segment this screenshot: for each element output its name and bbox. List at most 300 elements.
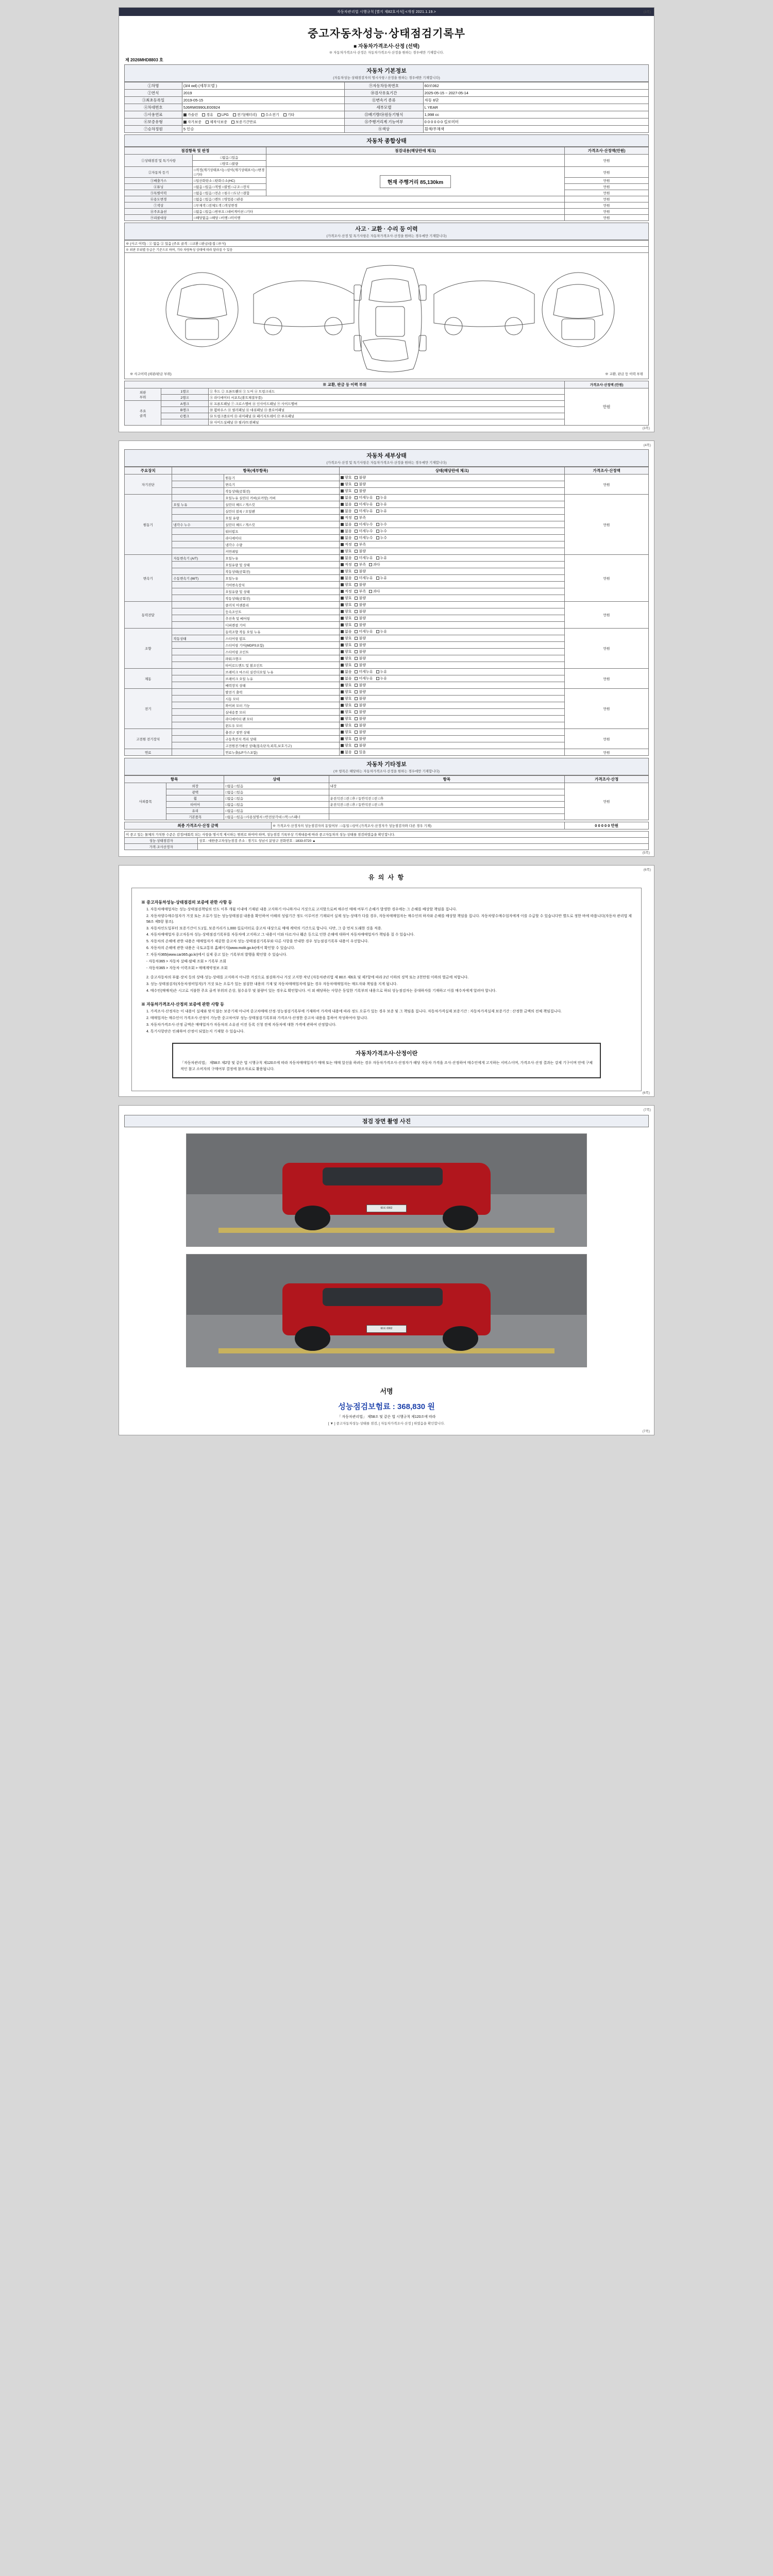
basic-value-carname: (3/4 wd) (세부모델 ) [182, 82, 344, 90]
others-state-4[interactable]: □없음 □있음 [224, 808, 329, 814]
others-table [124, 775, 649, 820]
detail-subgroup-1-5 [172, 528, 224, 535]
checkbox-icon[interactable] [355, 543, 358, 546]
detail-checkbox-label: 양호 [344, 684, 352, 687]
checkbox-icon[interactable] [355, 690, 358, 693]
basic-value-displacement: 1,998 cc [423, 111, 648, 118]
detail-item-4-0: 동력조향 작동 오일 누유 [224, 629, 340, 635]
detail-price-5: 만원 [565, 669, 649, 689]
detail-checkbox-label: 누유 [380, 503, 388, 506]
checkbox-icon[interactable] [355, 516, 358, 519]
checkbox-icon[interactable] [355, 677, 358, 680]
checkbox-icon[interactable] [341, 516, 344, 519]
warranty-option-expired[interactable]: 보증기간만료 [231, 120, 257, 125]
detail-checkbox-2-6-0[interactable] [341, 596, 352, 601]
checkbox-icon[interactable] [376, 510, 379, 513]
overall-price-4: 만원 [565, 184, 649, 190]
checkbox-icon[interactable] [341, 496, 344, 499]
checkbox-icon[interactable] [341, 563, 344, 566]
detail-checkbox-3-1-1[interactable] [355, 609, 366, 614]
detail-checkbox-2-3-0[interactable] [341, 575, 352, 581]
grade-desc-1: ⑤ 라디에이터 서포트(볼트체결부품) [208, 395, 565, 401]
table-row [125, 495, 649, 501]
detail-checkbox-2-4-1[interactable] [355, 582, 366, 587]
detail-checkbox-1-1-1[interactable] [355, 502, 373, 507]
detail-item-3-0: 클러치 어셈블리 [224, 602, 340, 608]
checkbox-icon[interactable] [355, 684, 358, 687]
checkbox-icon[interactable] [376, 556, 379, 560]
photo-lift [219, 1228, 554, 1233]
basic-label-color: ⑧색상 [345, 126, 424, 133]
checkbox-icon[interactable] [376, 677, 379, 680]
detail-checkbox-label: 있음 [359, 751, 366, 754]
others-item2-0: 내장 [329, 783, 565, 789]
detail-subgroup-2-1 [172, 562, 224, 568]
detail-checkbox-5-0-2[interactable] [376, 669, 388, 674]
detail-checkbox-label: 미세누유 [359, 677, 373, 681]
checkbox-icon[interactable] [341, 503, 344, 506]
section-accident-note: (가격조사·산정 및 특기사항은 자동차가격조사·산정을 원하는 경우에만 기재합니다) [326, 234, 447, 238]
detail-item-2-0: 오일누유 [224, 555, 340, 562]
warranty-option-maker[interactable]: 제작사보증 [206, 120, 227, 125]
checkbox-icon[interactable] [341, 476, 344, 479]
checkbox-icon[interactable] [341, 483, 344, 486]
detail-checkbox-2-0-1[interactable] [355, 555, 373, 561]
detail-checkbox-label: 과다 [373, 590, 380, 594]
checkbox-icon[interactable] [341, 724, 344, 727]
detail-checkbox-label: 부족 [359, 516, 366, 520]
detail-checkbox-2-6-1[interactable] [355, 596, 366, 601]
checkbox-icon[interactable] [355, 610, 358, 613]
detail-checkbox-1-8-1[interactable] [355, 549, 366, 554]
checkbox-icon[interactable] [355, 664, 358, 667]
detail-checkbox-6-2-1[interactable] [355, 703, 366, 708]
detail-checkbox-label: 불량 [359, 623, 366, 627]
detail-checkbox-0-0-0[interactable] [341, 475, 352, 480]
detail-checkbox-3-3-0[interactable] [341, 622, 352, 628]
checkbox-icon[interactable] [341, 650, 344, 653]
detail-col-group: 주요장치 [125, 467, 172, 474]
detail-checkbox-7-2-0[interactable] [341, 743, 352, 748]
detail-checkbox-label: 미세누유 [359, 630, 373, 634]
table-row [125, 669, 649, 675]
checkbox-icon[interactable] [341, 630, 344, 633]
checkbox-icon[interactable] [341, 744, 344, 747]
checkbox-icon[interactable] [341, 617, 344, 620]
detail-checkbox-label: 없음 [344, 670, 352, 674]
detail-checkbox-2-1-2[interactable] [369, 562, 380, 567]
notice-paragraph-4: 5. 자동차의 손해에 관한 내용은 매매업자가 제공한 중고차 성능·상태점검기록부와 다른 사항을 안내한 경우 성능점검기록부 내용이 우선합니다. [146, 940, 369, 944]
checkbox-icon[interactable] [355, 536, 358, 539]
notice-paragraph-3: 4. 자동차매매업자 중고자동차 성능·상태점검기록부를 자동차에 고지하고 그 내용이 이와 다르거나 훼손 등으로 인한 손해에 대하여 자동차매매업자가 책임을 질 수 있습니다. [146, 933, 415, 937]
detail-checkbox-2-2-1[interactable] [355, 569, 366, 574]
detail-checkbox-1-1-0[interactable] [341, 502, 352, 507]
others-state-1[interactable]: □없음 □있음 [224, 789, 329, 795]
checkbox-icon[interactable] [355, 577, 358, 580]
detail-checkbox-1-3-1[interactable] [355, 515, 366, 520]
checkbox-icon[interactable] [341, 717, 344, 720]
detail-item-1-3: 오일 유량 [224, 515, 340, 521]
checkbox-icon[interactable] [376, 530, 379, 533]
detail-checkbox-4-2-1[interactable] [355, 642, 366, 648]
fuel-option-hydrogen[interactable]: 수소전기 [261, 112, 279, 117]
checkbox-icon[interactable] [355, 563, 358, 566]
detail-checkbox-5-2-1[interactable] [355, 683, 366, 688]
detail-checkbox-label: 없음 [344, 523, 352, 527]
checkbox-icon[interactable] [341, 556, 344, 560]
detail-checkbox-label: 양호 [344, 664, 352, 667]
detail-checkbox-4-0-2[interactable] [376, 629, 388, 634]
checkbox-icon[interactable] [355, 523, 358, 526]
checkbox-icon[interactable] [355, 657, 358, 660]
checkbox-icon[interactable] [341, 684, 344, 687]
checkbox-icon[interactable] [376, 630, 379, 633]
detail-checkbox-1-8-0[interactable] [341, 549, 352, 554]
detail-checkbox-3-2-1[interactable] [355, 616, 366, 621]
detail-subgroup-6-2 [172, 702, 224, 709]
detail-checkbox-2-0-2[interactable] [376, 555, 388, 561]
detail-checkbox-1-3-0[interactable] [341, 515, 352, 520]
checkbox-icon[interactable] [355, 744, 358, 747]
checkbox-icon[interactable] [355, 650, 358, 653]
checkbox-icon[interactable] [341, 550, 344, 553]
detail-checkbox-2-4-0[interactable] [341, 582, 352, 587]
page2-corner-label: (4쪽) [643, 444, 651, 447]
detail-checkbox-2-1-0[interactable] [341, 562, 352, 567]
checkbox-icon[interactable] [341, 657, 344, 660]
detail-checkbox-3-0-0[interactable] [341, 602, 352, 607]
checkbox-icon[interactable] [355, 630, 358, 633]
detail-item-7-2: 고전원전기배선 상태(접속단자,피복,보호기구) [224, 742, 340, 749]
table-row [125, 104, 649, 111]
detail-checkbox-8-0-1[interactable] [355, 750, 366, 755]
checkbox-icon[interactable] [355, 724, 358, 727]
detail-checkbox-3-3-1[interactable] [355, 622, 366, 628]
others-state-3[interactable]: □없음 □있음 [224, 802, 329, 808]
checkbox-icon[interactable] [341, 536, 344, 539]
checkbox-icon[interactable] [355, 623, 358, 626]
checkbox-icon[interactable] [369, 563, 372, 566]
detail-checkbox-5-2-0[interactable] [341, 683, 352, 688]
detail-checkbox-2-5-2[interactable] [369, 589, 380, 594]
checkbox-icon[interactable] [341, 731, 344, 734]
checkbox-icon[interactable] [355, 637, 358, 640]
detail-checkbox-0-2-1[interactable] [355, 488, 366, 494]
detail-checkbox-0-1-1[interactable] [355, 482, 366, 487]
checkbox-icon[interactable] [341, 530, 344, 533]
checkbox-icon[interactable] [341, 704, 344, 707]
detail-checkbox-2-3-2[interactable] [376, 575, 388, 581]
checkbox-icon[interactable] [355, 503, 358, 506]
checkbox-icon[interactable] [376, 577, 379, 580]
section-photos-title: 점검 장면 촬영 사진 [362, 1118, 411, 1125]
checkbox-icon[interactable] [355, 603, 358, 606]
others-state-0[interactable]: □없음 □있음 [224, 783, 329, 789]
detail-checkbox-1-4-1[interactable] [355, 522, 373, 527]
detail-state-4-1 [339, 635, 564, 642]
others-state-5[interactable]: □없음 □있음 □사용설명서 □안전삼각대 □잭 □스패너 [224, 814, 329, 820]
detail-checkbox-2-5-1[interactable] [355, 589, 366, 594]
detail-checkbox-5-1-2[interactable] [376, 676, 388, 681]
overall-price-7: 만원 [565, 202, 649, 209]
checkbox-icon[interactable] [341, 737, 344, 740]
detail-checkbox-6-5-0[interactable] [341, 723, 352, 728]
checkbox-icon[interactable] [341, 697, 344, 700]
detail-checkbox-4-3-1[interactable] [355, 649, 366, 654]
detail-checkbox-4-0-1[interactable] [355, 629, 373, 634]
detail-price-6: 만원 [565, 689, 649, 729]
detail-checkbox-label: 불량 [359, 717, 366, 721]
checkbox-icon[interactable] [341, 570, 344, 573]
overall-detail-0b: □양호 □불량 [193, 161, 266, 167]
checkbox-icon[interactable] [341, 489, 344, 493]
car-diagram-svg [125, 253, 649, 378]
checkbox-icon[interactable] [341, 510, 344, 513]
detail-checkbox-0-2-0[interactable] [341, 488, 352, 494]
detail-checkbox-label: 양호 [344, 697, 352, 701]
fuel-option-gasoline[interactable]: 가솔린 [183, 112, 198, 117]
detail-checkbox-0-1-0[interactable] [341, 482, 352, 487]
checkbox-icon[interactable] [355, 590, 358, 593]
detail-checkbox-6-0-1[interactable] [355, 689, 366, 694]
detail-checkbox-6-4-1[interactable] [355, 716, 366, 721]
detail-subgroup-0-0 [172, 474, 224, 481]
others-col-item: 항목 [125, 776, 224, 783]
detail-checkbox-label: 양호 [344, 570, 352, 573]
table-header-row [125, 147, 649, 155]
checkbox-icon[interactable] [341, 623, 344, 626]
checkbox-icon[interactable] [355, 643, 358, 647]
checkbox-icon[interactable] [355, 704, 358, 707]
detail-checkbox-4-1-0[interactable] [341, 636, 352, 641]
fuel-option-lpg[interactable]: LPG [217, 113, 229, 117]
checkbox-icon[interactable] [341, 583, 344, 586]
detail-checkbox-1-0-1[interactable] [355, 495, 373, 500]
detail-checkbox-6-2-0[interactable] [341, 703, 352, 708]
detail-checkbox-6-3-1[interactable] [355, 709, 366, 715]
checkbox-icon[interactable] [355, 483, 358, 486]
page-2 [119, 440, 654, 857]
detail-checkbox-1-4-0[interactable] [341, 522, 352, 527]
detail-checkbox-6-1-1[interactable] [355, 696, 366, 701]
detail-checkbox-5-0-0[interactable] [341, 669, 352, 674]
detail-item-1-5: 워터펌프 [224, 528, 340, 535]
table-row [125, 629, 649, 635]
checkbox-icon[interactable] [341, 543, 344, 546]
detail-checkbox-6-5-1[interactable] [355, 723, 366, 728]
checkbox-icon[interactable] [341, 603, 344, 606]
checkbox-icon[interactable] [341, 670, 344, 673]
detail-checkbox-label: 양호 [344, 650, 352, 654]
detail-checkbox-label: 양호 [344, 489, 352, 493]
grade-group-outer: 외판 부위 [125, 388, 161, 401]
checkbox-icon[interactable] [341, 597, 344, 600]
diagram-legend-left: ※ 사고이력 (외판/판금 부위) [130, 372, 172, 376]
checkbox-icon[interactable] [355, 556, 358, 560]
checkbox-icon[interactable] [341, 677, 344, 680]
checkbox-icon[interactable] [355, 617, 358, 620]
detail-subgroup-4-0 [172, 629, 224, 635]
detail-checkbox-label: 누유 [380, 670, 388, 674]
detail-item-0-1: 변속기 [224, 481, 340, 488]
detail-checkbox-2-2-0[interactable] [341, 569, 352, 574]
checkbox-icon[interactable] [355, 530, 358, 533]
notice-paragraph-8: - 자동차365 > 자동차 이력조회 > 매매계약정보 조회 [146, 966, 228, 970]
detail-checkbox-1-0-0[interactable] [341, 495, 352, 500]
section-others-title: 자동차 기타정보 [366, 761, 407, 768]
overall-item-7: ⑦색상 [125, 202, 193, 209]
detail-checkbox-2-3-1[interactable] [355, 575, 373, 581]
detail-checkbox-4-3-0[interactable] [341, 649, 352, 654]
checkbox-icon[interactable] [355, 670, 358, 673]
detail-state-1-8 [339, 548, 564, 555]
detail-checkbox-2-1-1[interactable] [355, 562, 366, 567]
detail-checkbox-4-1-1[interactable] [355, 636, 366, 641]
checkbox-icon[interactable] [355, 710, 358, 714]
checkbox-icon[interactable] [376, 523, 379, 526]
checkbox-icon[interactable] [376, 670, 379, 673]
detail-state-1-4 [339, 521, 564, 528]
notice-section-2-body [141, 975, 632, 994]
detail-checkbox-6-0-0[interactable] [341, 689, 352, 694]
detail-checkbox-0-0-1[interactable] [355, 475, 366, 480]
detail-checkbox-7-2-1[interactable] [355, 743, 366, 748]
detail-subgroup-2-4 [172, 582, 224, 588]
checkbox-icon[interactable] [355, 597, 358, 600]
overall-detail-4: □없음 □있음 □적법 □불법 □구조 □장치 [193, 184, 266, 190]
detail-checkbox-4-2-0[interactable] [341, 642, 352, 648]
others-item-1: 광택 [166, 789, 224, 795]
checkbox-icon[interactable] [341, 751, 344, 754]
detail-checkbox-5-1-0[interactable] [341, 676, 352, 681]
detail-checkbox-4-4-0[interactable] [341, 656, 352, 661]
detail-checkbox-1-2-1[interactable] [355, 509, 373, 514]
detail-checkbox-4-5-1[interactable] [355, 663, 366, 668]
checkbox-icon[interactable] [341, 610, 344, 613]
overall-detail-6: □없음 □있음 □렌트 □영업용 □관용 [193, 196, 565, 202]
detail-item-6-1: 시동 모터 [224, 696, 340, 702]
detail-checkbox-1-7-1[interactable] [355, 542, 366, 547]
detail-checkbox-7-1-0[interactable] [341, 736, 352, 741]
checkbox-icon[interactable] [355, 550, 358, 553]
grade-desc-4: ⑩ 휠하우스 ⑪ 필러패널 ⑫ 대쉬패널 ⑬ 플로어패널 [208, 407, 565, 413]
photos-footnote-2: [ ▼ ] 중고자동차성능·상태를 점검, [ 자동차가격조사·산정 ] 하였음을 확인합니다. [328, 1421, 445, 1426]
detail-item-4-5: 타이로드엔드 및 볼조인트 [224, 662, 340, 669]
checkbox-icon[interactable] [355, 476, 358, 479]
detail-checkbox-4-0-0[interactable] [341, 629, 352, 634]
detail-checkbox-5-0-1[interactable] [355, 669, 373, 674]
others-item2-4 [329, 808, 565, 814]
detail-checkbox-1-5-2[interactable] [376, 529, 388, 534]
detail-checkbox-1-5-1[interactable] [355, 529, 373, 534]
fuel-option-ev[interactable]: 전기(배터리) [233, 112, 257, 117]
section-basic-header [124, 64, 649, 82]
detail-checkbox-8-0-0[interactable] [341, 750, 352, 755]
grade-col-price: 가격조사·산정액 (만원) [565, 381, 649, 388]
detail-subgroup-6-3 [172, 709, 224, 716]
checkbox-icon[interactable] [341, 690, 344, 693]
detail-checkbox-6-3-0[interactable] [341, 709, 352, 715]
detail-checkbox-7-0-0[interactable] [341, 730, 352, 735]
checkbox-icon[interactable] [376, 496, 379, 499]
notice-paragraph-3: 4. 특기사항란은 인쇄하여 산정이 되었는지 기재할 수 있습니다. [146, 1029, 245, 1033]
checkbox-icon[interactable] [355, 737, 358, 740]
checkbox-icon[interactable] [341, 710, 344, 714]
detail-checkbox-3-2-0[interactable] [341, 616, 352, 621]
detail-checkbox-label: 양호 [344, 617, 352, 620]
detail-checkbox-5-1-1[interactable] [355, 676, 373, 681]
detail-subgroup-6-0 [172, 689, 224, 696]
table-header-row [125, 381, 649, 388]
warranty-option-self[interactable]: 자가보증 [183, 120, 201, 125]
fuel-option-other[interactable]: 기타 [283, 112, 295, 117]
detail-checkbox-6-1-0[interactable] [341, 696, 352, 701]
detail-checkbox-7-0-1[interactable] [355, 730, 366, 735]
detail-checkbox-1-5-0[interactable] [341, 529, 352, 534]
checkbox-icon[interactable] [355, 510, 358, 513]
checkbox-icon[interactable] [355, 496, 358, 499]
checkbox-icon[interactable] [355, 717, 358, 720]
checkbox-icon[interactable] [341, 523, 344, 526]
detail-checkbox-1-4-2[interactable] [376, 522, 388, 527]
checkbox-icon[interactable] [355, 570, 358, 573]
checkbox-icon[interactable] [341, 664, 344, 667]
checkbox-icon[interactable] [355, 583, 358, 586]
checkbox-icon[interactable] [355, 751, 358, 754]
detail-checkbox-1-6-1[interactable] [355, 535, 373, 540]
page4-corner-bottom: (7쪽) [642, 1429, 650, 1433]
detail-checkbox-1-1-2[interactable] [376, 502, 388, 507]
detail-item-1-4: 실린더 헤드 / 개스킷 [224, 521, 340, 528]
detail-checkbox-6-4-0[interactable] [341, 716, 352, 721]
checkbox-icon[interactable] [341, 643, 344, 647]
detail-checkbox-1-2-0[interactable] [341, 509, 352, 514]
checkbox-icon[interactable] [355, 697, 358, 700]
checkbox-icon[interactable] [376, 536, 379, 539]
checkbox-icon[interactable] [341, 577, 344, 580]
detail-checkbox-2-0-0[interactable] [341, 555, 352, 561]
others-state-2[interactable]: □없음 □있음 [224, 795, 329, 802]
detail-checkbox-4-4-1[interactable] [355, 656, 366, 661]
checkbox-icon[interactable] [376, 503, 379, 506]
overall-item-6: ⑥용도변경 [125, 196, 193, 202]
detail-checkbox-7-1-1[interactable] [355, 736, 366, 741]
detail-checkbox-label: 불량 [359, 704, 366, 707]
checkbox-icon[interactable] [355, 731, 358, 734]
fuel-option-diesel[interactable]: 경유 [202, 112, 213, 117]
detail-checkbox-label: 양호 [344, 637, 352, 640]
basic-value-odometer-func: 0 0 0 0 0 0 킬로미터 [423, 118, 648, 126]
detail-checkbox-1-7-0[interactable] [341, 542, 352, 547]
detail-checkbox-3-0-1[interactable] [355, 602, 366, 607]
detail-subgroup-4-1: 작동상태 [172, 635, 224, 642]
detail-checkbox-1-2-2[interactable] [376, 509, 388, 514]
checkbox-icon[interactable] [369, 590, 372, 593]
detail-price-3: 만원 [565, 602, 649, 629]
detail-checkbox-4-5-0[interactable] [341, 663, 352, 668]
checkbox-icon[interactable] [341, 590, 344, 593]
detail-checkbox-1-6-0[interactable] [341, 535, 352, 540]
detail-checkbox-1-0-2[interactable] [376, 495, 388, 500]
detail-checkbox-3-1-0[interactable] [341, 609, 352, 614]
checkbox-icon[interactable] [355, 489, 358, 493]
detail-checkbox-1-6-2[interactable] [376, 535, 388, 540]
detail-checkbox-label: 미세누유 [359, 670, 373, 674]
detail-checkbox-label: 불량 [359, 684, 366, 687]
checkbox-icon[interactable] [341, 637, 344, 640]
detail-checkbox-2-5-0[interactable] [341, 589, 352, 594]
page-title: 중고자동차성능·상태점검기록부 [308, 28, 465, 40]
